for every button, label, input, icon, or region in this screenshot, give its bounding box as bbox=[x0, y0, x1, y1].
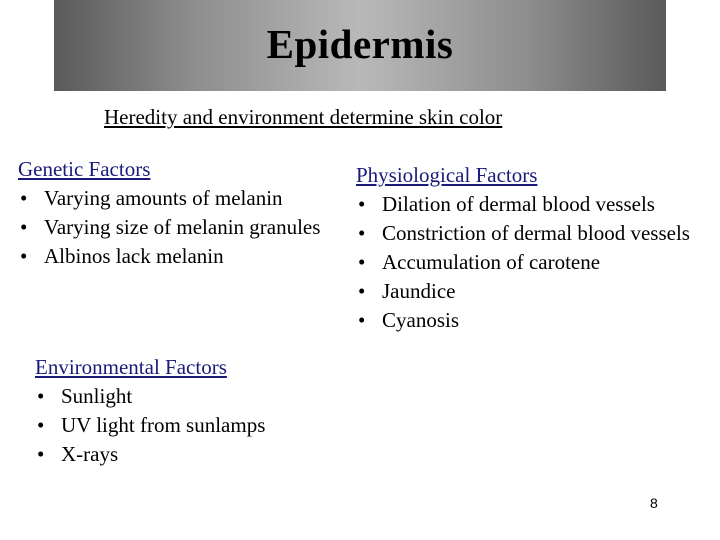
list-item-text: Cyanosis bbox=[382, 308, 460, 332]
bullet-icon: • bbox=[358, 221, 366, 245]
list-item bbox=[18, 184, 338, 213]
environmental-factors-list bbox=[35, 382, 335, 469]
page-number: 8 bbox=[650, 495, 658, 511]
bullet-icon: • bbox=[20, 244, 28, 268]
list-item bbox=[356, 248, 706, 277]
list-item-text: UV light from sunlamps bbox=[61, 413, 266, 437]
environmental-factors-heading: Environmental Factors bbox=[35, 355, 227, 379]
list-item bbox=[18, 213, 338, 242]
list-item-text: Dilation of dermal blood vessels bbox=[382, 192, 655, 216]
list-item bbox=[356, 190, 706, 219]
physiological-factors-heading: Physiological Factors bbox=[356, 163, 538, 187]
list-item bbox=[356, 277, 706, 306]
list-item-text: Albinos lack melanin bbox=[44, 244, 224, 268]
environmental-factors-section bbox=[35, 353, 335, 469]
genetic-factors-section bbox=[18, 155, 338, 271]
physiological-factors-list bbox=[356, 190, 706, 335]
list-item bbox=[35, 411, 335, 440]
list-item-text: Sunlight bbox=[61, 384, 133, 408]
title-bar bbox=[54, 0, 666, 91]
list-item bbox=[35, 382, 335, 411]
bullet-icon: • bbox=[358, 308, 366, 332]
list-item-text: Accumulation of carotene bbox=[382, 250, 601, 274]
bullet-icon: • bbox=[37, 413, 45, 437]
physiological-factors-section bbox=[356, 161, 706, 335]
genetic-factors-heading: Genetic Factors bbox=[18, 157, 151, 181]
list-item-text: Varying size of melanin granules bbox=[44, 215, 321, 239]
bullet-icon: • bbox=[20, 186, 28, 210]
list-item-text: Jaundice bbox=[382, 279, 456, 303]
bullet-icon: • bbox=[358, 192, 366, 216]
list-item bbox=[356, 219, 706, 248]
list-item-text: Varying amounts of melanin bbox=[44, 186, 283, 210]
list-item bbox=[356, 306, 706, 335]
list-item-text: X-rays bbox=[61, 442, 119, 466]
bullet-icon: • bbox=[37, 384, 45, 408]
bullet-icon: • bbox=[37, 442, 45, 466]
bullet-icon: • bbox=[358, 250, 366, 274]
slide-title: Epidermis bbox=[266, 20, 454, 67]
slide-subtitle: Heredity and environment determine skin color bbox=[104, 105, 503, 129]
list-item-text: Constriction of dermal blood vessels bbox=[382, 221, 690, 245]
list-item bbox=[18, 242, 338, 271]
list-item bbox=[35, 440, 335, 469]
genetic-factors-list bbox=[18, 184, 338, 271]
bullet-icon: • bbox=[20, 215, 28, 239]
bullet-icon: • bbox=[358, 279, 366, 303]
